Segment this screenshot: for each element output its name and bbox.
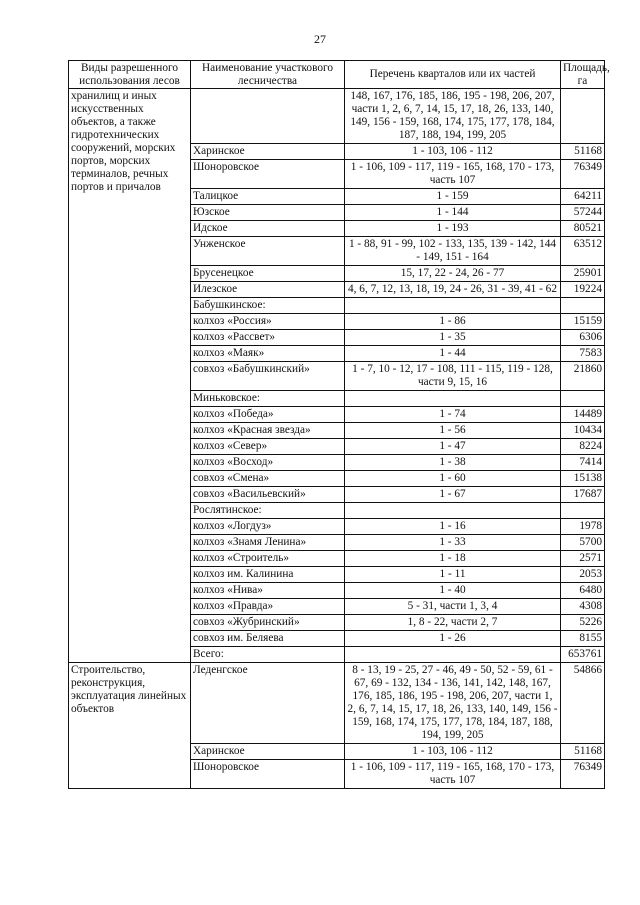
forestry-name-cell: совхоз «Смена» (191, 471, 345, 487)
area-cell: 17687 (561, 487, 605, 503)
area-cell (561, 391, 605, 407)
area-cell: 21860 (561, 362, 605, 391)
forestry-name-cell (191, 89, 345, 144)
quarters-cell (345, 391, 561, 407)
area-cell: 5700 (561, 535, 605, 551)
forestry-name-cell: колхоз «Восход» (191, 455, 345, 471)
forestry-name-cell: Харинское (191, 144, 345, 160)
quarters-cell: 1 - 159 (345, 189, 561, 205)
area-cell: 1978 (561, 519, 605, 535)
quarters-cell: 1 - 47 (345, 439, 561, 455)
forestry-name-cell: Талицкое (191, 189, 345, 205)
forestry-name-cell: Шоноровское (191, 160, 345, 189)
area-cell: 76349 (561, 160, 605, 189)
quarters-cell: 1 - 40 (345, 583, 561, 599)
quarters-cell: 5 - 31, части 1, 3, 4 (345, 599, 561, 615)
forestry-name-cell: совхоз «Жубринский» (191, 615, 345, 631)
forestry-name-cell: колхоз «Красная звезда» (191, 423, 345, 439)
quarters-cell: 1 - 16 (345, 519, 561, 535)
header-area: Площадь, га (561, 61, 605, 89)
area-cell: 8155 (561, 631, 605, 647)
forestry-name-cell: Брусенецкое (191, 266, 345, 282)
area-cell (561, 89, 605, 144)
forest-use-table (68, 60, 610, 789)
area-cell: 14489 (561, 407, 605, 423)
area-cell: 2571 (561, 551, 605, 567)
forestry-name-cell: колхоз «Правда» (191, 599, 345, 615)
forestry-name-cell: Илезское (191, 282, 345, 298)
table-body (69, 89, 605, 789)
forestry-name-cell: Рослятинское: (191, 503, 345, 519)
area-cell: 63512 (561, 237, 605, 266)
header-use-type: Виды разрешенного использования лесов (69, 61, 191, 89)
quarters-cell: 1 - 44 (345, 346, 561, 362)
quarters-cell: 4, 6, 7, 12, 13, 18, 19, 24 - 26, 31 - 39, 41 - 62 (345, 282, 561, 298)
quarters-cell: 1 - 103, 106 - 112 (345, 144, 561, 160)
quarters-cell: 1 - 56 (345, 423, 561, 439)
page-number: 27 (314, 32, 326, 46)
forestry-name-cell: Харинское (191, 744, 345, 760)
area-cell: 51168 (561, 144, 605, 160)
quarters-cell: 8 - 13, 19 - 25, 27 - 46, 49 - 50, 52 - 59, 61 - 67, 69 - 132, 134 - 136, 141, 142, 148, 167, 176, 185, 186, 195 - 198, 206, 207, части 1, 2, 6, 7, 14, 15, 17, 18, 26, 133, 140, 149, 156 - 159, 168, 174, 175, 177, 178, 184, 187, 188, 194, 199, 205 (345, 663, 561, 744)
area-cell: 2053 (561, 567, 605, 583)
table-header-row (69, 61, 605, 89)
forestry-name-cell: колхоз «Нива» (191, 583, 345, 599)
forestry-name-cell: совхоз «Васильевский» (191, 487, 345, 503)
header-forestry-name: Наименование участкового лесничества (191, 61, 345, 89)
quarters-cell: 1 - 144 (345, 205, 561, 221)
forestry-name-cell: Леденгское (191, 663, 345, 744)
quarters-cell: 1 - 38 (345, 455, 561, 471)
area-cell: 76349 (561, 760, 605, 789)
area-cell: 25901 (561, 266, 605, 282)
area-cell: 7583 (561, 346, 605, 362)
quarters-cell: 1 - 193 (345, 221, 561, 237)
area-cell (561, 298, 605, 314)
area-cell: 15159 (561, 314, 605, 330)
area-cell: 5226 (561, 615, 605, 631)
quarters-cell: 1 - 26 (345, 631, 561, 647)
quarters-cell: 1 - 35 (345, 330, 561, 346)
table-row (69, 89, 605, 144)
forestry-name-cell: совхоз им. Беляева (191, 631, 345, 647)
quarters-cell: 1 - 33 (345, 535, 561, 551)
area-cell: 54866 (561, 663, 605, 744)
forestry-name-cell: колхоз «Строитель» (191, 551, 345, 567)
forestry-name-cell: Всего: (191, 647, 345, 663)
quarters-cell: 148, 167, 176, 185, 186, 195 - 198, 206, 207, части 1, 2, 6, 7, 14, 15, 17, 18, 26, 133, 140, 149, 156 - 159, 168, 174, 175, 177, 178, 184, 187, 188, 194, 199, 205 (345, 89, 561, 144)
quarters-cell: 1 - 11 (345, 567, 561, 583)
area-cell: 6480 (561, 583, 605, 599)
quarters-cell: 1 - 18 (345, 551, 561, 567)
forestry-name-cell: колхоз «Победа» (191, 407, 345, 423)
forestry-name-cell: Миньковское: (191, 391, 345, 407)
area-cell: 15138 (561, 471, 605, 487)
use-type-cell: Строительство, реконструкция, эксплуатация линейных объектов (69, 663, 191, 789)
area-cell: 19224 (561, 282, 605, 298)
quarters-cell: 15, 17, 22 - 24, 26 - 77 (345, 266, 561, 282)
area-cell: 6306 (561, 330, 605, 346)
header-quarters: Перечень кварталов или их частей (345, 61, 561, 89)
quarters-cell: 1 - 7, 10 - 12, 17 - 108, 111 - 115, 119 - 128, части 9, 15, 16 (345, 362, 561, 391)
table-row (69, 663, 605, 744)
quarters-cell: 1, 8 - 22, части 2, 7 (345, 615, 561, 631)
forestry-name-cell: Идское (191, 221, 345, 237)
quarters-cell (345, 298, 561, 314)
forestry-name-cell: колхоз им. Калинина (191, 567, 345, 583)
quarters-cell: 1 - 106, 109 - 117, 119 - 165, 168, 170 - 173, часть 107 (345, 160, 561, 189)
forestry-name-cell: колхоз «Маяк» (191, 346, 345, 362)
area-cell: 64211 (561, 189, 605, 205)
quarters-cell (345, 647, 561, 663)
use-type-cell: хранилищ и иных искусственных объектов, а также гидротехнических сооружений, морских портов, морских терминалов, речных портов и причалов (69, 89, 191, 663)
area-cell: 51168 (561, 744, 605, 760)
quarters-cell: 1 - 106, 109 - 117, 119 - 165, 168, 170 - 173, часть 107 (345, 760, 561, 789)
quarters-cell: 1 - 60 (345, 471, 561, 487)
quarters-cell: 1 - 74 (345, 407, 561, 423)
area-cell: 80521 (561, 221, 605, 237)
forestry-name-cell: совхоз «Бабушкинский» (191, 362, 345, 391)
area-cell (561, 503, 605, 519)
area-cell: 8224 (561, 439, 605, 455)
quarters-cell: 1 - 67 (345, 487, 561, 503)
forestry-name-cell: Унженское (191, 237, 345, 266)
quarters-cell: 1 - 88, 91 - 99, 102 - 133, 135, 139 - 142, 144 - 149, 151 - 164 (345, 237, 561, 266)
area-cell: 653761 (561, 647, 605, 663)
forestry-name-cell: Бабушкинское: (191, 298, 345, 314)
area-cell: 10434 (561, 423, 605, 439)
quarters-cell: 1 - 86 (345, 314, 561, 330)
forestry-name-cell: Шоноровское (191, 760, 345, 789)
forestry-name-cell: колхоз «Россия» (191, 314, 345, 330)
forestry-name-cell: колхоз «Север» (191, 439, 345, 455)
quarters-cell (345, 503, 561, 519)
forestry-name-cell: колхоз «Знамя Ленина» (191, 535, 345, 551)
area-cell: 57244 (561, 205, 605, 221)
quarters-cell: 1 - 103, 106 - 112 (345, 744, 561, 760)
area-cell: 7414 (561, 455, 605, 471)
forestry-name-cell: Юзское (191, 205, 345, 221)
forestry-name-cell: колхоз «Рассвет» (191, 330, 345, 346)
area-cell: 4308 (561, 599, 605, 615)
forestry-name-cell: колхоз «Логдуз» (191, 519, 345, 535)
